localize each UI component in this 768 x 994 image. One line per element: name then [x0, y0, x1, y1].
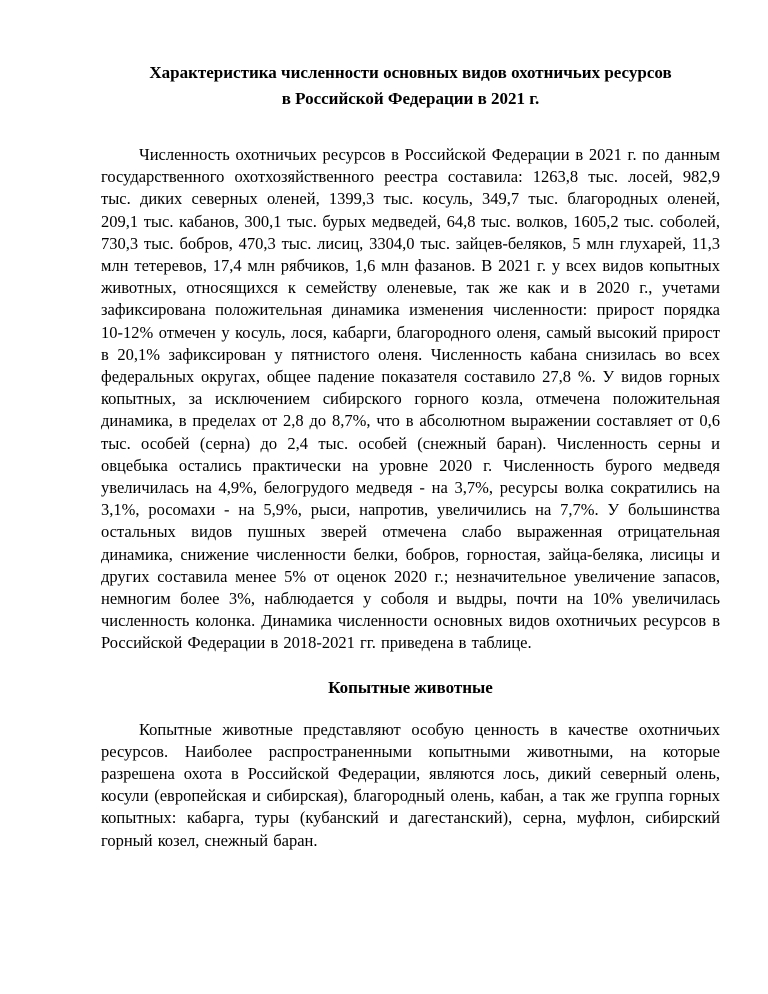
section-heading-ungulates: Копытные животные [328, 677, 493, 697]
document-title [101, 60, 720, 112]
paragraph-ungulates: Копытные животные представляют особую ценность в качестве охотничьих ресурсов. Наиболее распространенными копытными животными, на которые разрешена охота в Российской Федерации, являются лось, дикий северный олень, косули (европейская и сибирская), благородный олень, кабан, а так же группа горных копытных: кабарга, туры (кубанский и дагестанский), серна, муфлон, сибирский горный козел, снежный баран. [101, 719, 720, 850]
document-title-line-1: Характеристика численности основных видов охотничьих ресурсов [149, 63, 672, 82]
paragraph-overview: Численность охотничьих ресурсов в Российской Федерации в 2021 г. по данным государственного охотхозяйственного реестра составила: 1263,8 тыс. лосей, 982,9 тыс. диких северных оленей, 1399,3 тыс. косуль, 349,7 тыс. благородных оленей, 209,1 тыс. кабанов, 300,1 тыс. бурых медведей, 64,8 тыс. волков, 1605,2 тыс. соболей, 730,3 тыс. бобров, 470,3 тыс. лисиц, 3304,0 тыс. зайцев-беляков, 5 млн глухарей, 11,3 млн тетеревов, 17,4 млн рябчиков, 1,6 млн фазанов. В 2021 г. у всех видов копытных животных, относящихся к семейству оленевые, так же как и в 2020 г., учетами зафиксирована положительная динамика изменения численности: прирост порядка 10-12% отмечен у косуль, лося, кабарги, благородного оленя, самый высокий прирост в 20,1% зафиксирован у пятнистого оленя. Численность кабана снизилась во всех федеральных округах, общее падение показателя составило 27,8 %. У видов горных копытных, за исключением сибирского горного козла, отмечена положительная динамика, в пределах от 2,8 до 8,7%, что в абсолютном выражении составляет от 0,6 тыс. особей (серна) до 2,4 тыс. особей (снежный баран). Численность серны и овцебыка остались практически на уровне 2020 г. Численность бурого медведя увеличилась на 4,9%, белогрудого медведя - на 3,7%, ресурсы волка сократились на 3,1%, росомахи - на 5,9%, рыси, напротив, увеличились на 7,7%. У большинства остальных видов пушных зверей отмечена слабо выраженная отрицательная динамика, снижение численности белки, бобров, горностая, зайца-беляка, лисицы и других составила менее 5% от оценок 2020 г.; незначительное увеличение запасов, немногим более 3%, наблюдается у соболя и выдры, почти на 10% увеличилась численность колонка. Динамика численности основных видов охотничьих ресурсов в Российской Федерации в 2018-2021 гг. приведена в таблице. [101, 145, 720, 653]
document-title-line-2: в Российской Федерации в 2021 г. [281, 89, 540, 108]
